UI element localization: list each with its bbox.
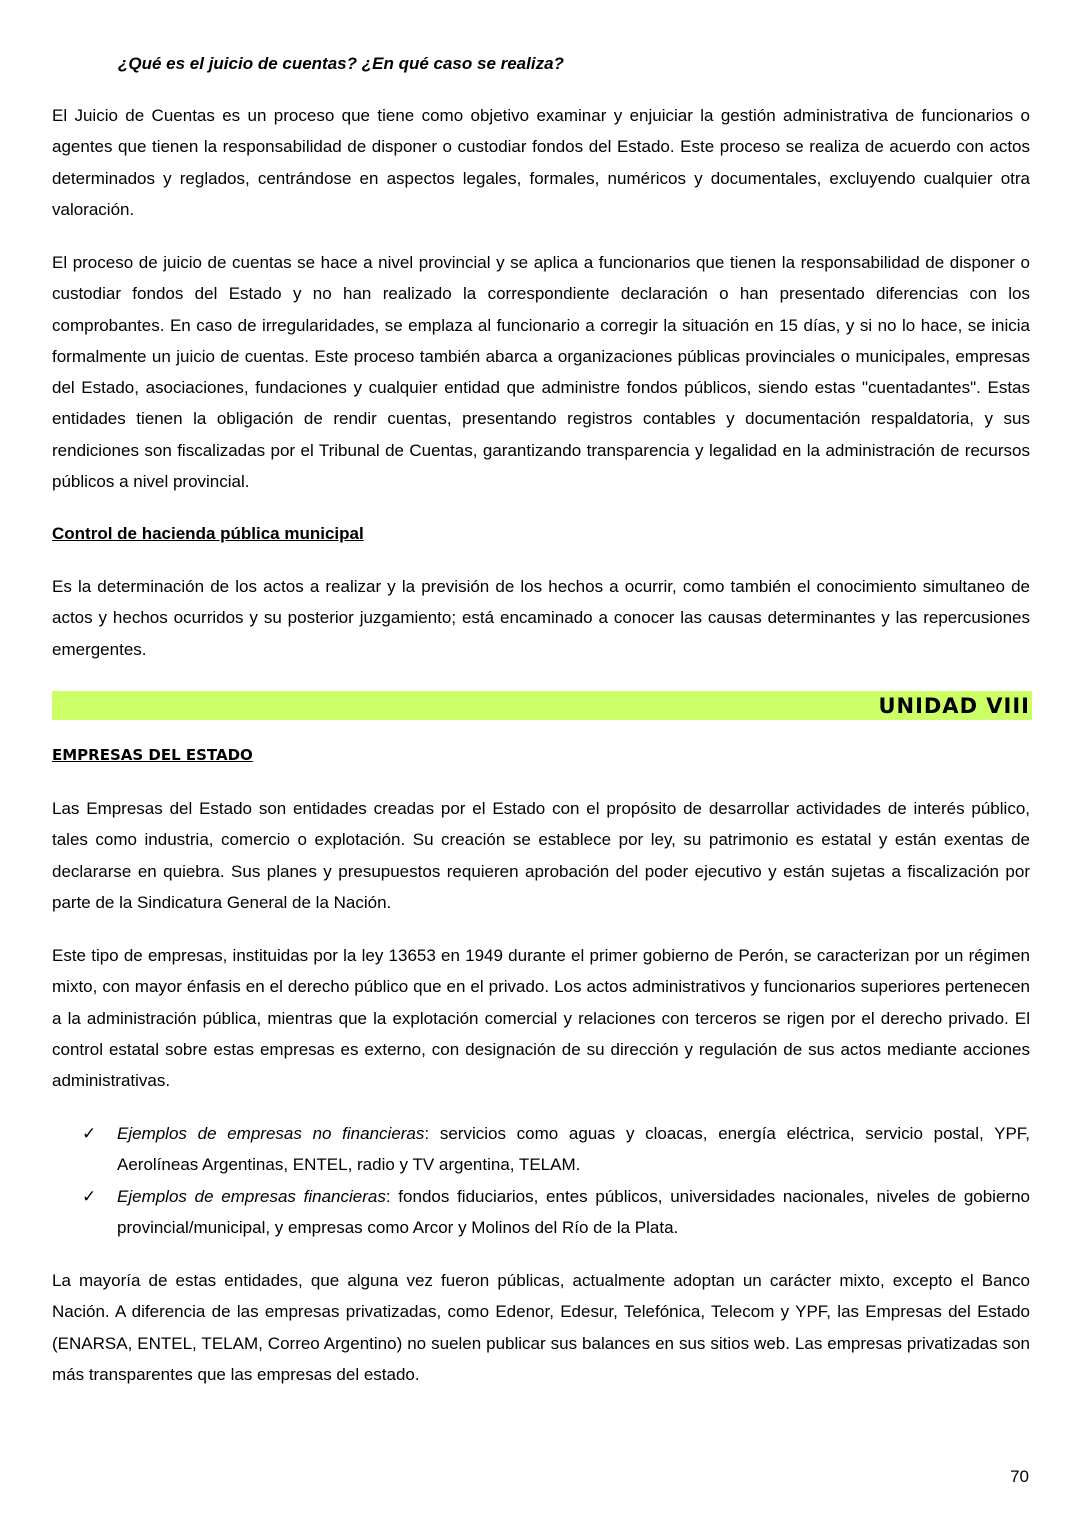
paragraph-empresas-regimen: Este tipo de empresas, instituidas por la ley 13653 en 1949 durante el primer gobierno de Perón, se caracterizan por un régimen mixto, con mayor énfasis en el derecho público que en el privado. Los actos administrativos y funcionarios superiores pertenecen a la administración pública, mientras que la explotación comercial y relaciones con terceros se rigen por el derecho privado. El control estatal sobre estas empresas es externo, con designación de su dirección y regulación de sus actos mediante acciones administrativas. (52, 946, 1030, 1091)
examples-list (82, 1118, 1030, 1243)
list-item-lead: Ejemplos de empresas financieras (117, 1186, 386, 1206)
list-item-lead: Ejemplos de empresas no financieras (117, 1124, 425, 1143)
list-item (82, 1118, 1030, 1181)
checkmark-icon: ✓ (82, 1186, 97, 1206)
list-item-text: : fondos fiduciarios, entes públicos, universidades nacionales, niveles de gobierno provincial/municipal, y empresas como Arcor y Molinos del Río de la Plata. (117, 1186, 1030, 1237)
list-item (82, 1181, 1030, 1244)
unit-banner-label: UNIDAD VIII (878, 694, 1030, 718)
checkmark-icon: ✓ (82, 1124, 97, 1143)
paragraph-juicio-proceso: El proceso de juicio de cuentas se hace a nivel provincial y se aplica a funcionarios que tienen la responsabilidad de disponer o custodiar fondos del Estado y no han realizado la correspondiente declaración o han presentado diferencias con los comprobantes. En caso de irregularidades, se emplaza al funcionario a corregir la situación en 15 días, y si no lo hace, se inicia formalmente un juicio de cuentas. Este proceso también abarca a organizaciones públicas provinciales o municipales, empresas del Estado, asociaciones, fundaciones y cualquier entidad que administre fondos públicos, siendo estas "cuentadantes". Estas entidades tienen la obligación de rendir cuentas, presentando registros contables y documentación respaldatoria, y sus rendiciones son fiscalizadas por el Tribunal de Cuentas, garantizando transparencia y legalidad en la administración de recursos públicos a nivel provincial. (52, 253, 1030, 492)
section-heading-control: Control de hacienda pública municipal (52, 524, 364, 543)
list-item-text: : servicios como aguas y cloacas, energía eléctrica, servicio postal, YPF, Aerolíneas Argentinas, ENTEL, radio y TV argentina, TELAM. (117, 1124, 1031, 1175)
page-number: 70 (1010, 1467, 1029, 1486)
question-heading: ¿Qué es el juicio de cuentas? ¿En qué caso se realiza? (118, 54, 564, 73)
paragraph-empresas-definicion: Las Empresas del Estado son entidades creadas por el Estado con el propósito de desarrollar actividades de interés público, tales como industria, comercio o explotación. Su creación se establece por ley, su patrimonio es estatal y están exentas de declararse en quiebra. Sus planes y presupuestos requieren aprobación del poder ejecutivo y están sujetas a fiscalización por parte de la Sindicatura General de la Nación. (52, 799, 1030, 912)
section-heading-empresas: EMPRESAS DEL ESTADO (52, 746, 253, 764)
paragraph-juicio-definicion: El Juicio de Cuentas es un proceso que tiene como objetivo examinar y enjuiciar la gestión administrativa de funcionarios o agentes que tienen la responsabilidad de disponer o custodiar fondos del Estado. Este proceso se realiza de acuerdo con actos determinados y reglados, centrándose en aspectos legales, formales, numéricos y documentales, excluyendo cualquier otra valoración. (52, 106, 1030, 219)
paragraph-control-hacienda: Es la determinación de los actos a realizar y la previsión de los hechos a ocurrir, como también el conocimiento simultaneo de actos y hechos ocurridos y su posterior juzgamiento; está encaminado a conocer las causas determinantes y las repercusiones emergentes. (52, 577, 1030, 659)
paragraph-empresas-privatizadas: La mayoría de estas entidades, que alguna vez fueron públicas, actualmente adoptan un carácter mixto, excepto el Banco Nación. A diferencia de las empresas privatizadas, como Edenor, Edesur, Telefónica, Telecom y YPF, las Empresas del Estado (ENARSA, ENTEL, TELAM, Correo Argentino) no suelen publicar sus balances en sus sitios web. Las empresas privatizadas son más transparentes que las empresas del estado. (52, 1271, 1030, 1384)
unit-banner (52, 691, 1032, 720)
